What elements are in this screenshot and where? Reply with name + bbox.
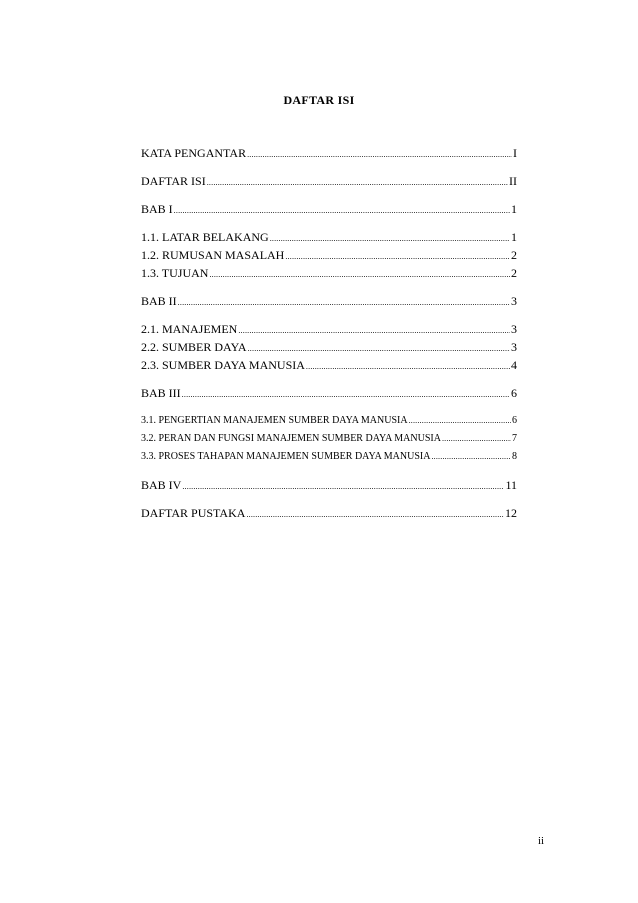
toc-entry-3-3: [141, 448, 517, 466]
toc-leader-dots: [182, 386, 510, 404]
toc-entry-page: 2: [511, 248, 517, 262]
toc-entry-2-2: [141, 338, 517, 356]
toc-entry-label: BAB III: [141, 386, 181, 400]
toc-entry-page: 3: [511, 294, 517, 308]
toc-leader-dots: [182, 478, 504, 496]
toc-entry-page: 6: [511, 386, 517, 400]
toc-entry-label: DAFTAR PUSTAKA: [141, 506, 246, 520]
toc-entry-3-1: [141, 412, 517, 430]
toc-leader-dots: [270, 230, 510, 248]
toc-entry-bab-2: [141, 292, 517, 310]
toc-entry-label: BAB II: [141, 294, 177, 308]
toc-entry-2-1: [141, 320, 517, 338]
toc-entry-label: 2.2. SUMBER DAYA: [141, 340, 247, 354]
toc-entry-label: 3.3. PROSES TAHAPAN MANAJEMEN SUMBER DAYA MANUSIA: [141, 451, 431, 462]
toc-entry-page: 6: [512, 415, 517, 426]
table-of-contents: [141, 144, 517, 522]
toc-entry-page: I: [513, 146, 517, 160]
toc-leader-dots: [285, 248, 510, 266]
toc-entry-bab-1: [141, 200, 517, 218]
toc-entry-page: 11: [505, 478, 517, 492]
toc-entry-3-2: [141, 430, 517, 448]
toc-entry-page: II: [509, 174, 517, 188]
toc-entry-page: 4: [511, 358, 517, 372]
toc-entry-1-3: [141, 264, 517, 282]
toc-entry-label: DAFTAR ISI: [141, 174, 206, 188]
toc-entry-page: 3: [511, 322, 517, 336]
toc-entry-label: 2.1. MANAJEMEN: [141, 322, 238, 336]
toc-entry-kata-pengantar: [141, 144, 517, 162]
toc-entry-1-2: [141, 246, 517, 264]
toc-entry-bab-3: [141, 384, 517, 402]
toc-entry-page: 8: [512, 451, 517, 462]
toc-entry-page: 1: [511, 202, 517, 216]
toc-entry-label: KATA PENGANTAR: [141, 146, 247, 160]
toc-entry-label: 3.2. PERAN DAN FUNGSI MANAJEMEN SUMBER DAYA MANUSIA: [141, 433, 441, 444]
toc-leader-dots: [431, 448, 511, 466]
toc-leader-dots: [209, 266, 510, 284]
toc-leader-dots: [174, 202, 510, 220]
toc-leader-dots: [247, 146, 512, 164]
toc-leader-dots: [238, 322, 510, 340]
toc-leader-dots: [207, 174, 508, 192]
toc-entry-label: 2.3. SUMBER DAYA MANUSIA: [141, 358, 305, 372]
toc-leader-dots: [306, 358, 510, 376]
toc-entry-label: 3.1. PENGERTIAN MANAJEMEN SUMBER DAYA MANUSIA: [141, 415, 408, 426]
toc-leader-dots: [178, 294, 510, 312]
toc-entry-label: 1.1. LATAR BELAKANG: [141, 230, 269, 244]
toc-leader-dots: [246, 506, 504, 524]
toc-entry-bab-4: [141, 476, 517, 494]
toc-entry-1-1: [141, 228, 517, 246]
toc-entry-label: 1.2. RUMUSAN MASALAH: [141, 248, 285, 262]
toc-entry-page: 12: [505, 506, 517, 520]
toc-entry-2-3: [141, 356, 517, 374]
toc-entry-page: 1: [511, 230, 517, 244]
toc-leader-dots: [442, 430, 511, 448]
toc-entry-daftar-isi: [141, 172, 517, 190]
toc-entry-page: 2: [511, 266, 517, 280]
page-title: DAFTAR ISI: [283, 93, 355, 107]
toc-entry-page: 3: [511, 340, 517, 354]
toc-entry-label: BAB IV: [141, 478, 182, 492]
toc-entry-daftar-pustaka: [141, 504, 517, 522]
toc-entry-page: 7: [512, 433, 517, 444]
toc-entry-label: 1.3. TUJUAN: [141, 266, 209, 280]
toc-entry-label: BAB I: [141, 202, 173, 216]
page-number: ii: [538, 835, 545, 847]
toc-leader-dots: [409, 412, 511, 430]
